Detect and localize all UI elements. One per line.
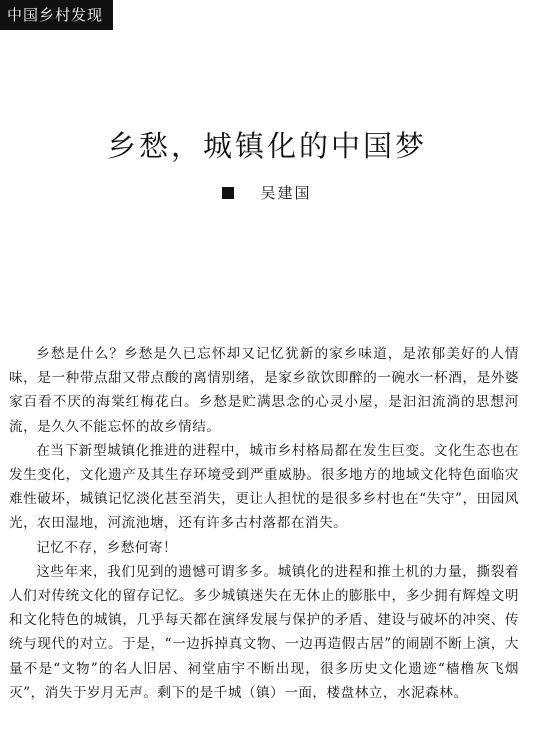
paragraph: 这些年来，我们见到的遗憾可谓多多。城镇化的进程和推土机的力量，撕裂着人们对传统文化的留存记忆。多少城镇迷失在无休止的膨胀中，多少拥有辉煌文明和文化特色的城镇，几乎每天都在演绎发展与保护的矛盾、建设与破坏的冲突、传统与现代的对立。于是，“一边拆掉真文物、一边再造假古居”的闹剧不断上演，大量不是“文物”的名人旧居、祠堂庙宇不断出现，很多历史文化遗迹“樯橹灰飞烟灭”，消失于岁月无声。剩下的是千城（镇）一面，楼盘林立，水泥森林。 bbox=[9, 563, 519, 701]
section-tag: 中国乡村发现 bbox=[0, 0, 113, 30]
article-title: 乡愁，城镇化的中国梦 bbox=[106, 129, 427, 163]
author-name: 吴建国 bbox=[260, 184, 312, 202]
paragraph: 在当下新型城镇化推进的进程中，城市乡村格局都在发生巨变。文化生态也在发生变化，文化遗产及其生存环境受到严重威胁。很多地方的地域文化特色面临灾难性破坏，城镇记忆淡化甚至消失，更让人担忧的是很多乡村也在“失守”，田园风光，农田湿地，河流池塘，还有许多古村落都在消失。 bbox=[9, 442, 519, 532]
byline bbox=[0, 182, 534, 204]
article-body bbox=[9, 342, 519, 705]
square-bullet-icon bbox=[222, 187, 234, 199]
paragraph: 乡愁是什么？乡愁是久已忘怀却又记忆犹新的家乡味道，是浓郁美好的人情味，是一种带点甜又带点酸的离情别绪，是家乡欲饮即醉的一碗水一杯酒，是外婆家百看不厌的海棠红梅花白。乡愁是贮满思念的心灵小屋，是汩汩流淌的思想河流，是久久不能忘怀的故乡情结。 bbox=[9, 346, 519, 435]
paragraph: 记忆不存，乡愁何寄！ bbox=[36, 539, 178, 556]
